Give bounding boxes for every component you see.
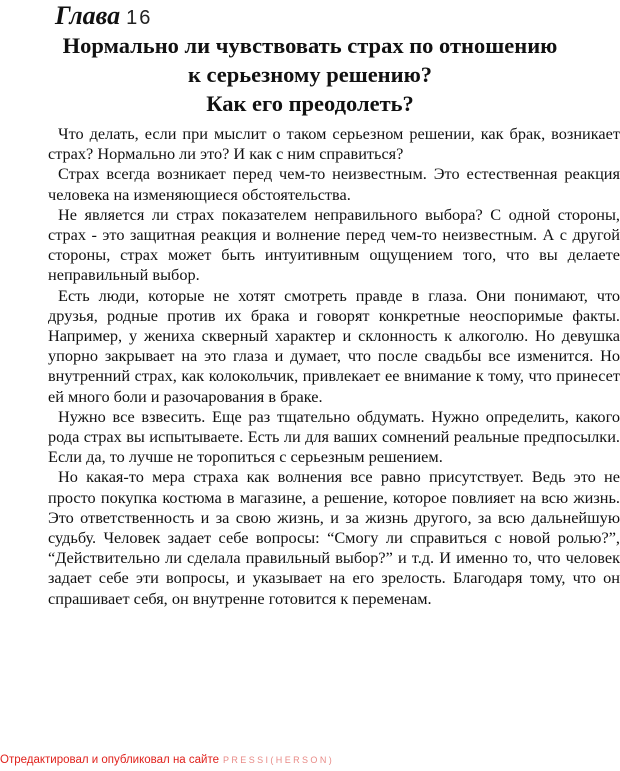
footer-text: Отредактировал и опубликовал на сайте [0, 754, 219, 766]
paragraph: Нужно все взвесить. Еще раз тщательно обдумать. Нужно определить, какого рода страх вы испытываете. Есть ли для ваших сомнений реальные предпосылки. Если да, то лучше не торопиться с серьезным решением. [48, 406, 620, 467]
article-body [48, 124, 620, 609]
footer-credit [0, 752, 620, 768]
chapter-label: Глава [55, 1, 121, 30]
page-title [30, 31, 590, 118]
paragraph: Не является ли страх показателем неправильного выбора? С одной стороны, страх - это защитная реакция и волнение перед чем-то неизвестным. А с другой стороны, страх может быть интуитивным ощущением того, что вы делаете неправильный выбор. [48, 204, 620, 285]
paragraph: Есть люди, которые не хотят смотреть правде в глаза. Они понимают, что друзья, родные против их брака и говорят конкретные неоспоримые факты. Например, у жениха скверный характер и склонность к алкоголю. Но девушка упорно закрывает на это глаза и думает, что после свадьбы все изменится. Но внутренний страх, как колокольчик, привлекает ее внимание к тому, что принесет ей много боли и разочарования в браке. [48, 285, 620, 406]
paragraph: Что делать, если при мыслит о таком серьезном решении, как брак, возникает страх? Нормально ли это? И как с ним справиться? [48, 124, 620, 164]
footer-site-link[interactable]: PRESSI(HERSON) [223, 755, 335, 765]
title-line: Нормально ли чувствовать страх по отношению [62, 33, 558, 58]
title-line: Как его преодолеть? [206, 91, 414, 116]
title-line: к серьезному решению? [187, 62, 433, 87]
paragraph: Страх всегда возникает перед чем-то неизвестным. Это естественная реакция человека на изменяющиеся обстоятельства. [48, 164, 620, 204]
chapter-heading [55, 2, 152, 32]
chapter-number: 16 [126, 7, 153, 29]
paragraph: Но какая-то мера страха как волнения все равно присутствует. Ведь это не просто покупка костюма в магазине, а решение, которое повлияет на всю жизнь. Это ответственность и за свою жизнь, и за жизнь другого, за всю дальнейшую судьбу. Человек задает себе вопросы: “Смогу ли справиться с новой ролью?”, “Действительно ли сделала правильный выбор?” и т.д. И именно то, что человек задает себе эти вопросы, и указывает на его зрелость. Благодаря тому, что он спрашивает себя, он внутренне готовится к переменам. [48, 467, 620, 608]
